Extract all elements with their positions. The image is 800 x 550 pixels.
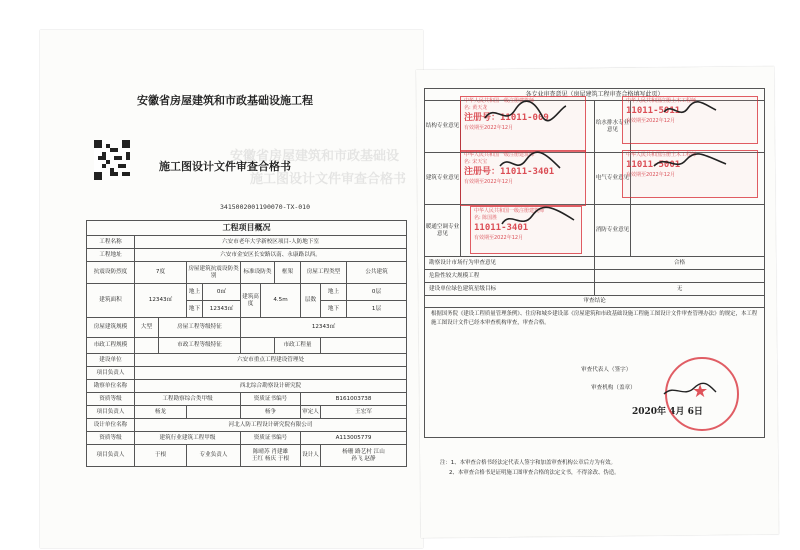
signature-structure-icon (480, 98, 570, 128)
label-builder-person: 项目负责人 (87, 367, 135, 380)
value-survey-lead: 杨龙 (135, 406, 187, 419)
value-survey-cert: B161003738 (301, 393, 407, 406)
label-building: 建筑专业意见 (425, 153, 461, 205)
label-design-qual: 资质等级 (87, 432, 135, 445)
signature-building-icon (496, 148, 566, 178)
label-design-cert: 资质证书编号 (241, 432, 301, 445)
stamp-structure-icon: 中华人民共和国一级注册建筑师 名: 黄天龙 注册号：11011-009 有效期至2022年12月 (460, 96, 586, 152)
value-design-people-b: 杨珊 路艺村 江山 孙飞 赵静 (321, 445, 407, 467)
label-below: 地下 (187, 301, 203, 318)
label-profession-lead: 专业负责人 (187, 445, 241, 467)
label-above: 地上 (187, 284, 203, 301)
label-building-area: 建筑面积 (87, 284, 135, 318)
value-area-below: 12343㎡ (203, 301, 241, 318)
signature-electric-icon (650, 150, 730, 176)
institution-seal-icon: ★ (665, 357, 739, 431)
label-project-address: 工程地址 (87, 249, 135, 262)
label-project-lead: 项目负责人 (87, 406, 135, 419)
note-2: 2、本审查合格书是证明施工图审查合格的法定文书，不得涂改、伪造。 (449, 470, 620, 477)
stamp-water-icon: 中华人民共和国注册土木工程师 11011-5011 有效期至2022年12月 (622, 96, 758, 144)
value-floors-above: 0层 (347, 284, 407, 301)
label-project-name: 工程名称 (87, 236, 135, 249)
document-title: 安徽省房屋建筑和市政基础设施工程 (137, 94, 313, 107)
value-builder: 六安市重点工程建设管理处 (135, 354, 407, 367)
label-scale: 房屋建筑规模 (87, 318, 135, 338)
stamp-electric-icon: 中华人民共和国注册土木工程师 11011-5001 有效期至2022年12月 (622, 150, 758, 198)
label-structure-type: 房屋工程类型 (301, 262, 347, 284)
note-1: 注：1、本审查合格书经法定代表人签字和加盖审查机构公章后方为有效。 (440, 460, 616, 466)
value-survey-result: 合格 (595, 257, 765, 270)
value-design-unit: 河北人防工程设计研究院有限公司 (135, 419, 407, 432)
institution-label: 审查机构（盖章） (591, 384, 636, 391)
label-building-height: 建筑高度 (241, 284, 261, 318)
signature-reviewer-icon (660, 380, 720, 400)
value-survey-reviewer: 王宏军 (321, 406, 407, 419)
label-municipal-volume: 市政工程量 (275, 338, 321, 354)
label-dangerous: 危险性较大规模工程 (425, 270, 595, 283)
value-standard-category: 标准设防类 (241, 262, 275, 284)
label-green: 建设单位绿色建筑星级目标 (425, 283, 595, 296)
value-project-address: 六安市金安区长安路以南、永康路以西。 (135, 249, 407, 262)
reviewer-sign-label: 审查代表人（签字） (581, 367, 632, 374)
conclusion-text: 根据国务院《建设工程质量管理条例》、住房和城乡建设部《房屋建筑和市政基础设施工程施工图设计文件审查管理办法》的规定，本工程施工图设计文件已经本审查机构审查，审查合格。 (431, 311, 758, 327)
label-structure: 结构专业意见 (425, 101, 461, 153)
stamp-hvac-icon: 中华人民共和国一级注册建筑师 名: 陈国胜 11011-3401 有效期至2022年12月 (470, 206, 582, 254)
signature-water-icon (660, 98, 720, 122)
label-seismic: 抗震设防烈度 (87, 262, 135, 284)
signature-hvac-icon (498, 204, 578, 234)
label-cert: 资质证书编号 (241, 393, 301, 406)
label-municipal-scale: 市政工程规模 (87, 338, 135, 354)
section-title: 工程项目概况 (87, 221, 407, 236)
value-survey-qual: 工程勘察综合类甲级 (135, 393, 241, 406)
label-electric: 电气专业意见 (595, 153, 631, 205)
label-design-lead: 项目负责人 (87, 445, 135, 467)
label-survey-opinion: 勘察设计市场行为审查意见 (425, 257, 595, 270)
value-height: 4.5m (261, 284, 301, 318)
stamp-building-icon: 中华人民共和国一级注册建筑师 名: 宋天宝 注册号：11011-3401 有效期至2022年12月 (460, 150, 586, 206)
value-area-total: 12343㎡ (135, 284, 187, 318)
document-subtitle: 施工图设计文件审查合格书 (159, 160, 291, 173)
value-seismic: 7度 (135, 262, 187, 284)
value-design-cert: A113005779 (301, 432, 407, 445)
value-survey-unit: 西北综合勘察设计研究院 (135, 380, 407, 393)
certificate-number: 3415002001190070-TX-010 (220, 203, 311, 211)
qr-code-icon (94, 140, 130, 180)
conclusion-title: 审查结论 (425, 296, 765, 308)
label-building-level: 房屋工程等级特征 (159, 318, 241, 338)
review-date: 2020年 4月 6日 (632, 407, 703, 417)
value-design-qual: 建筑行业建筑工程甲级 (135, 432, 241, 445)
value-design-people-a: 陈晴苏 肖建雄 王红 杨庆 于根 (241, 445, 301, 467)
value-scale: 大型 (135, 318, 159, 338)
value-project-name: 六安市老年大学新校区项目-人防地下室 (135, 236, 407, 249)
value-survey-person: 杨争 (241, 406, 301, 419)
label-survey-unit: 勘察单位名称 (87, 380, 135, 393)
value-floors-below: 1层 (347, 301, 407, 318)
label-water: 给水排水专业意见 (595, 101, 631, 153)
label-design-unit: 设计单位名称 (87, 419, 135, 432)
project-overview-table (86, 220, 407, 467)
label-floors-above: 地上 (321, 284, 347, 301)
label-qualification: 资质等级 (87, 393, 135, 406)
value-design-lead: 于根 (135, 445, 187, 467)
notes (440, 458, 620, 479)
label-floors: 层数 (301, 284, 321, 318)
ghost-text-title: 安徽省房屋建筑和市政基础设 (230, 149, 400, 164)
label-builder: 建设单位 (87, 354, 135, 367)
review-header: 各专业审查意见（房屋建筑工程审查合格填写此页） (425, 89, 765, 101)
value-area-above: 0㎡ (203, 284, 241, 301)
label-building-seismic-category: 房屋建筑抗震设防类别 (187, 262, 241, 284)
label-reviewer: 审定人 (301, 406, 321, 419)
label-designers: 设计人 (301, 445, 321, 467)
value-scale-area: 12343㎡ (241, 318, 407, 338)
label-floors-below: 地下 (321, 301, 347, 318)
value-green-result: 无 (595, 283, 765, 296)
label-hvac: 暖通空调专业意见 (425, 205, 461, 257)
label-municipal-level: 市政工程等级特征 (159, 338, 241, 354)
value-building-use: 公共建筑 (347, 262, 407, 284)
value-frame: 框架 (275, 262, 301, 284)
label-fire: 消防专业意见 (595, 205, 631, 257)
ghost-text-subtitle: 施工图设计文件审查合格书 (250, 172, 407, 187)
